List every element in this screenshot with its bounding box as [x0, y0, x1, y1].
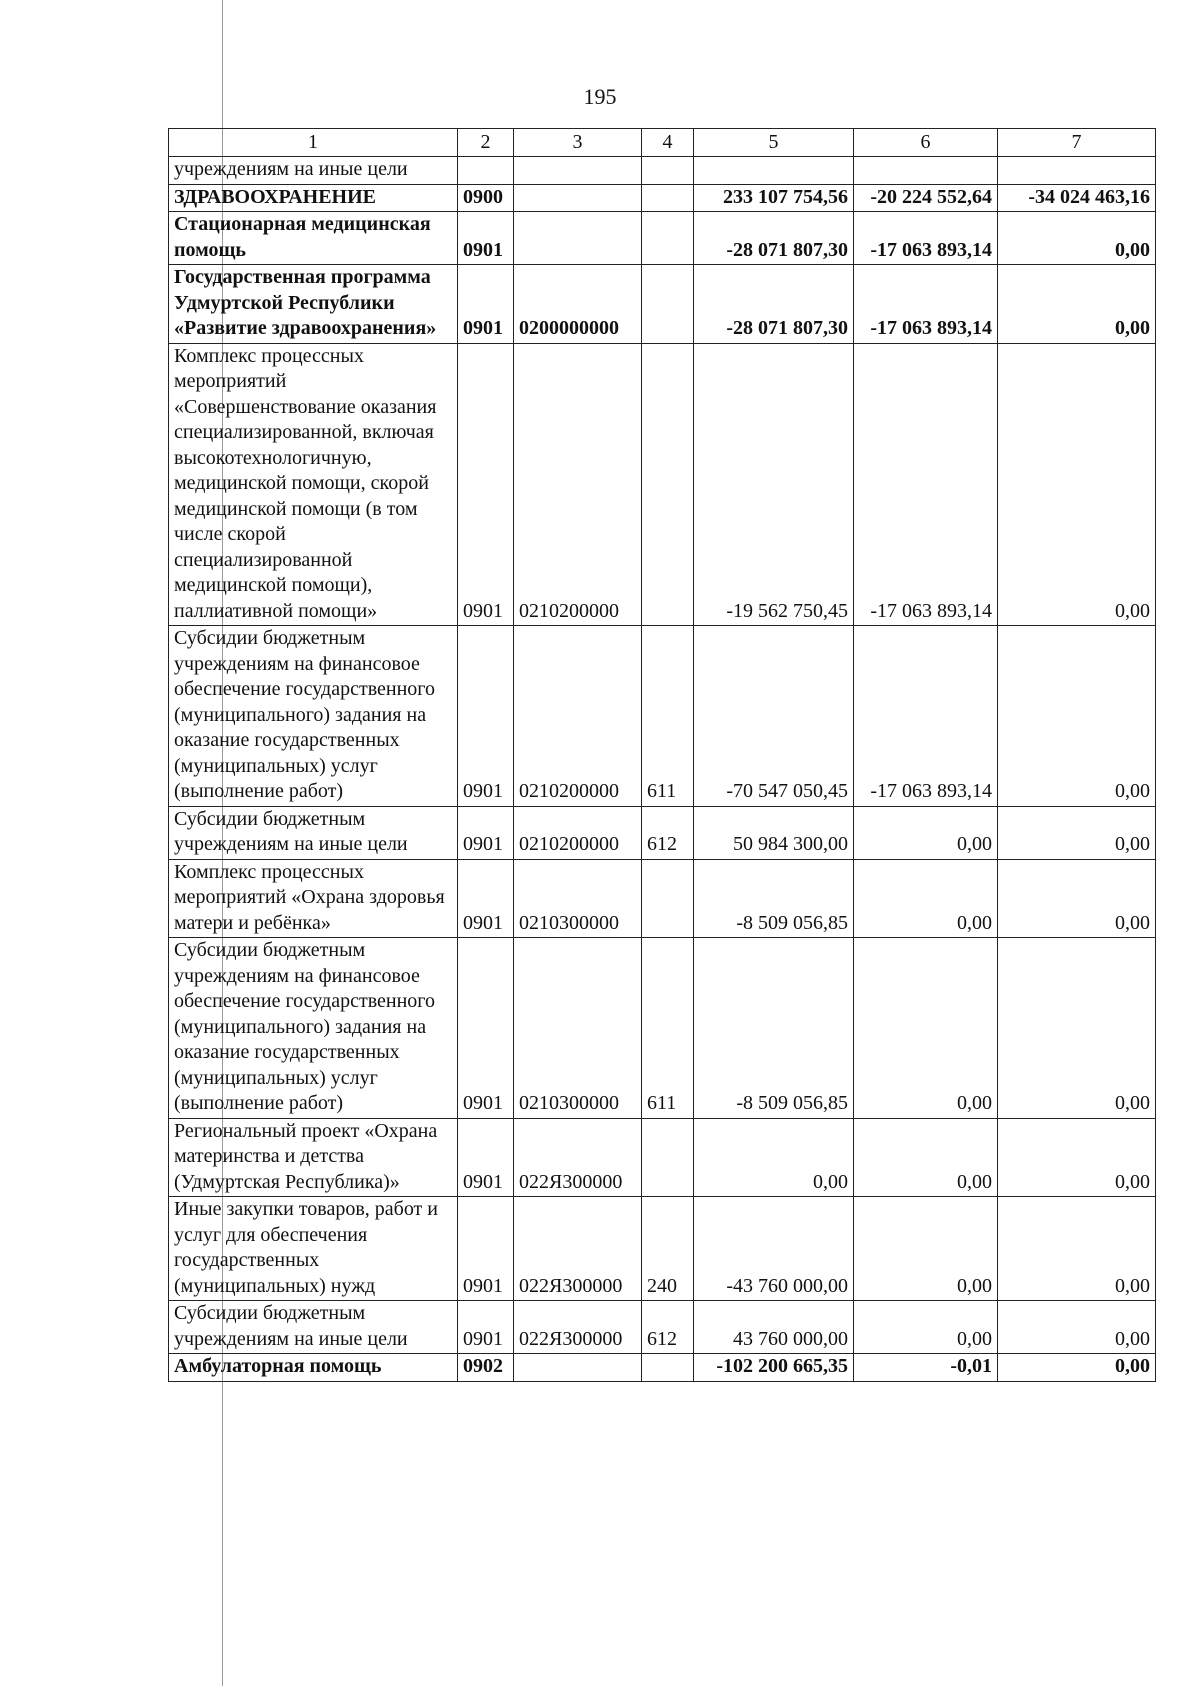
- amount-col6-cell: 0,00: [854, 859, 998, 938]
- expense-type-cell: 240: [642, 1197, 694, 1301]
- amount-col6-cell: -17 063 893,14: [854, 265, 998, 344]
- target-article-cell: 0210300000: [514, 859, 642, 938]
- amount-col6-cell: 0,00: [854, 938, 998, 1119]
- amount-col7-cell: 0,00: [998, 1354, 1156, 1382]
- amount-col6-cell: [854, 157, 998, 185]
- amount-col5-cell: 43 760 000,00: [694, 1301, 854, 1354]
- target-article-cell: [514, 1354, 642, 1382]
- amount-col7-cell: 0,00: [998, 859, 1156, 938]
- amount-col7-cell: 0,00: [998, 806, 1156, 859]
- expense-type-cell: [642, 157, 694, 185]
- target-article-cell: 022Я300000: [514, 1197, 642, 1301]
- header-row: [169, 129, 1156, 157]
- section-code-cell: 0901: [458, 626, 514, 807]
- table-row: [169, 212, 1156, 265]
- section-code-cell: 0901: [458, 1197, 514, 1301]
- table-row: [169, 806, 1156, 859]
- target-article-cell: 022Я300000: [514, 1118, 642, 1197]
- target-article-cell: [514, 212, 642, 265]
- amount-col6-cell: 0,00: [854, 1197, 998, 1301]
- section-code-cell: 0901: [458, 212, 514, 265]
- amount-col5-cell: 233 107 754,56: [694, 184, 854, 212]
- target-article-cell: 0210200000: [514, 806, 642, 859]
- amount-col6-cell: 0,00: [854, 1301, 998, 1354]
- section-code-cell: 0901: [458, 1118, 514, 1197]
- amount-col7-cell: -34 024 463,16: [998, 184, 1156, 212]
- target-article-cell: 0200000000: [514, 265, 642, 344]
- section-code-cell: 0901: [458, 938, 514, 1119]
- table-row: [169, 265, 1156, 344]
- amount-col5-cell: [694, 157, 854, 185]
- amount-col5-cell: -28 071 807,30: [694, 265, 854, 344]
- table-row: [169, 859, 1156, 938]
- section-code-cell: [458, 157, 514, 185]
- target-article-cell: 0210200000: [514, 343, 642, 626]
- table-row: [169, 1118, 1156, 1197]
- header-cell: 5: [694, 129, 854, 157]
- header-cell: 6: [854, 129, 998, 157]
- expense-type-cell: [642, 184, 694, 212]
- section-code-cell: 0902: [458, 1354, 514, 1382]
- row-name-cell: Региональный проект «Охрана материнства и детства (Удмуртская Республика)»: [169, 1118, 458, 1197]
- header-cell: 3: [514, 129, 642, 157]
- target-article-cell: 0210200000: [514, 626, 642, 807]
- expense-type-cell: [642, 212, 694, 265]
- amount-col7-cell: [998, 157, 1156, 185]
- amount-col7-cell: 0,00: [998, 343, 1156, 626]
- row-name-cell: Субсидии бюджетным учреждениям на иные цели: [169, 1301, 458, 1354]
- amount-col7-cell: 0,00: [998, 1301, 1156, 1354]
- budget-table: [168, 128, 1156, 1382]
- page-number: 195: [583, 84, 617, 109]
- section-code-cell: 0901: [458, 859, 514, 938]
- amount-col7-cell: 0,00: [998, 626, 1156, 807]
- amount-col6-cell: -0,01: [854, 1354, 998, 1382]
- target-article-cell: 022Я300000: [514, 1301, 642, 1354]
- header-cell: 1: [169, 129, 458, 157]
- row-name-cell: учреждениям на иные цели: [169, 157, 458, 185]
- header-cell: 2: [458, 129, 514, 157]
- amount-col5-cell: -43 760 000,00: [694, 1197, 854, 1301]
- row-name-cell: Стационарная медицинская помощь: [169, 212, 458, 265]
- expense-type-cell: 612: [642, 806, 694, 859]
- expense-type-cell: 612: [642, 1301, 694, 1354]
- row-name-cell: ЗДРАВООХРАНЕНИЕ: [169, 184, 458, 212]
- row-name-cell: Комплекс процессных мероприятий «Охрана здоровья матери и ребёнка»: [169, 859, 458, 938]
- amount-col5-cell: 0,00: [694, 1118, 854, 1197]
- table-row: [169, 343, 1156, 626]
- row-name-cell: Амбулаторная помощь: [169, 1354, 458, 1382]
- target-article-cell: [514, 157, 642, 185]
- section-code-cell: 0901: [458, 806, 514, 859]
- amount-col7-cell: 0,00: [998, 938, 1156, 1119]
- expense-type-cell: [642, 1118, 694, 1197]
- section-code-cell: 0901: [458, 1301, 514, 1354]
- row-name-cell: Субсидии бюджетным учреждениям на финансовое обеспечение государственного (муниципального) задания на оказание государственных (муниципальных) услуг (выполнение работ): [169, 626, 458, 807]
- row-name-cell: Субсидии бюджетным учреждениям на финансовое обеспечение государственного (муниципального) задания на оказание государственных (муниципальных) услуг (выполнение работ): [169, 938, 458, 1119]
- section-code-cell: 0900: [458, 184, 514, 212]
- amount-col5-cell: 50 984 300,00: [694, 806, 854, 859]
- row-name-cell: Иные закупки товаров, работ и услуг для обеспечения государственных (муниципальных) нужд: [169, 1197, 458, 1301]
- header-cell: 7: [998, 129, 1156, 157]
- amount-col5-cell: -8 509 056,85: [694, 859, 854, 938]
- expense-type-cell: [642, 1354, 694, 1382]
- amount-col6-cell: -20 224 552,64: [854, 184, 998, 212]
- table-row: [169, 1197, 1156, 1301]
- table-row: [169, 1301, 1156, 1354]
- section-code-cell: 0901: [458, 343, 514, 626]
- table-row: [169, 938, 1156, 1119]
- amount-col6-cell: 0,00: [854, 1118, 998, 1197]
- amount-col7-cell: 0,00: [998, 265, 1156, 344]
- section-code-cell: 0901: [458, 265, 514, 344]
- target-article-cell: 0210300000: [514, 938, 642, 1119]
- expense-type-cell: [642, 265, 694, 344]
- amount-col7-cell: 0,00: [998, 1118, 1156, 1197]
- amount-col5-cell: -19 562 750,45: [694, 343, 854, 626]
- amount-col5-cell: -28 071 807,30: [694, 212, 854, 265]
- expense-type-cell: 611: [642, 938, 694, 1119]
- amount-col6-cell: -17 063 893,14: [854, 343, 998, 626]
- header-cell: 4: [642, 129, 694, 157]
- row-name-cell: Государственная программа Удмуртской Республики «Развитие здравоохранения»: [169, 265, 458, 344]
- table-row: [169, 157, 1156, 185]
- amount-col6-cell: 0,00: [854, 806, 998, 859]
- amount-col7-cell: 0,00: [998, 1197, 1156, 1301]
- expense-type-cell: [642, 859, 694, 938]
- table-row: [169, 1354, 1156, 1382]
- expense-type-cell: [642, 343, 694, 626]
- row-name-cell: Комплекс процессных мероприятий «Совершенствование оказания специализированной, включая высокотехнологичную, медицинской помощи, скорой медицинской помощи (в том числе скорой специализированной медицинской помощи), паллиативной помощи»: [169, 343, 458, 626]
- row-name-cell: Субсидии бюджетным учреждениям на иные цели: [169, 806, 458, 859]
- table-row: [169, 626, 1156, 807]
- amount-col7-cell: 0,00: [998, 212, 1156, 265]
- amount-col5-cell: -70 547 050,45: [694, 626, 854, 807]
- expense-type-cell: 611: [642, 626, 694, 807]
- target-article-cell: [514, 184, 642, 212]
- amount-col5-cell: -102 200 665,35: [694, 1354, 854, 1382]
- amount-col6-cell: -17 063 893,14: [854, 212, 998, 265]
- table-row: [169, 184, 1156, 212]
- amount-col6-cell: -17 063 893,14: [854, 626, 998, 807]
- amount-col5-cell: -8 509 056,85: [694, 938, 854, 1119]
